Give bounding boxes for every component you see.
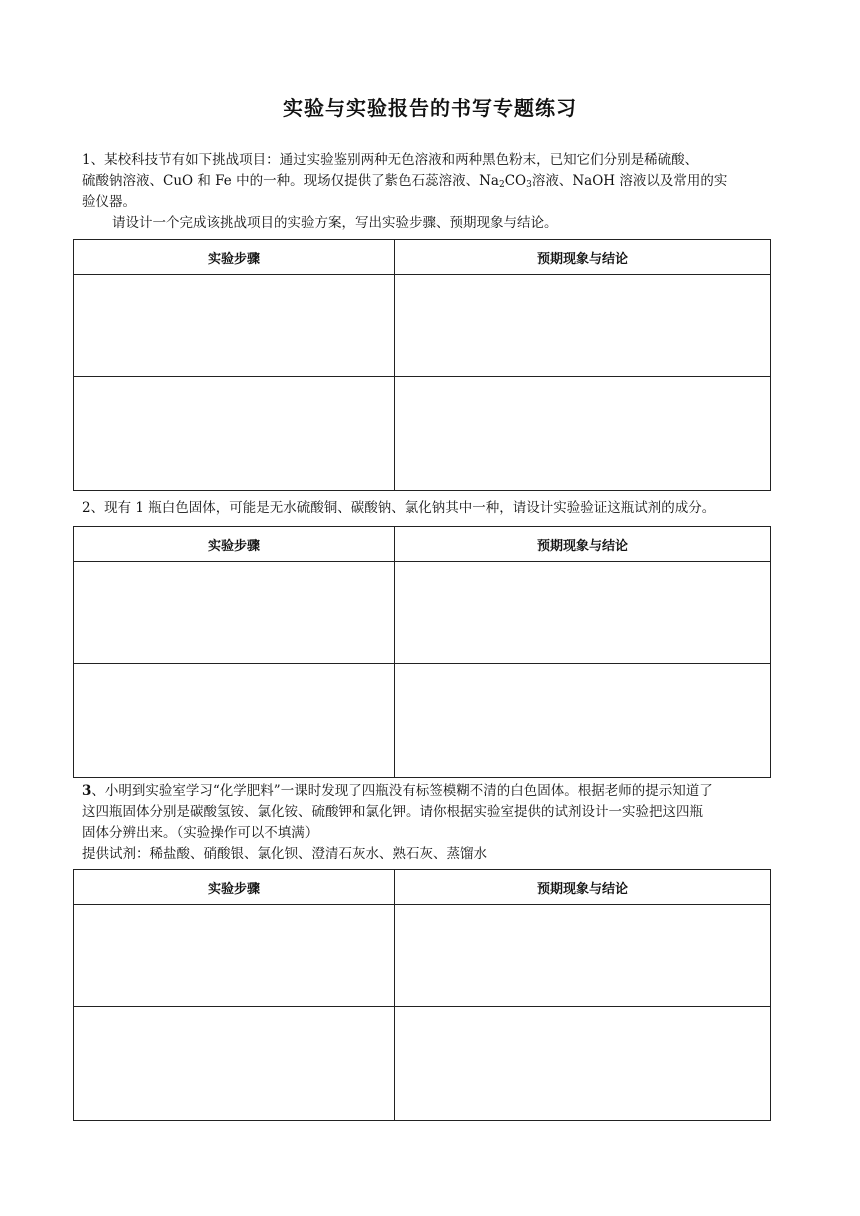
question-1-line-2: 硫酸钠溶液、CuO 和 Fe 中的一种。现场仅提供了紫色石蕊溶液、$Na_2CO_3$溶液、NaOH 溶液以及常用的实: [82, 173, 728, 190]
answer-cell[interactable]: [74, 275, 395, 377]
answer-cell[interactable]: [395, 377, 771, 491]
table-header-row: [74, 240, 771, 275]
table-header-row: [74, 870, 771, 905]
question-2: [82, 498, 802, 519]
answer-cell[interactable]: [74, 664, 395, 778]
answer-cell[interactable]: [74, 562, 395, 664]
table-row: [74, 664, 771, 778]
answer-table-2: [73, 526, 771, 778]
answer-cell[interactable]: [395, 562, 771, 664]
answer-cell[interactable]: [395, 905, 771, 1007]
question-1-line-1: 1、某校科技节有如下挑战项目：通过实验鉴别两种无色溶液和两种黑色粉末，已知它们分别是稀硫酸、: [82, 152, 699, 168]
question-3-line-2: 这四瓶固体分别是碳酸氢铵、氯化铵、硫酸钾和氯化钾。请你根据实验室提供的试剂设计一实验把这四瓶: [82, 804, 703, 820]
question-3: [82, 781, 782, 865]
question-3-line-1: 3、小明到实验室学习“化学肥料”一课时发现了四瓶没有标签模糊不清的白色固体。根据老师的提示知道了: [82, 783, 713, 799]
question-1: [82, 150, 782, 234]
table-row: [74, 275, 771, 377]
header-result: 预期现象与结论: [395, 240, 771, 275]
answer-table-1: [73, 239, 771, 491]
table-row: [74, 377, 771, 491]
question-1-line-3: 验仪器。: [82, 194, 136, 210]
table-row: [74, 562, 771, 664]
question-2-line-1: 2、现有 1 瓶白色固体，可能是无水硫酸铜、碳酸钠、氯化钠其中一种，请设计实验验证这瓶试剂的成分。: [82, 500, 716, 516]
question-3-reagents: 提供试剂：稀盐酸、硝酸银、氯化钡、澄清石灰水、熟石灰、蒸馏水: [82, 846, 487, 862]
question-1-instruction: 请设计一个完成该挑战项目的实验方案，写出实验步骤、预期现象与结论。: [112, 215, 558, 231]
question-3-line-3: 固体分辨出来。（实验操作可以不填满）: [82, 825, 319, 841]
header-result: 预期现象与结论: [395, 870, 771, 905]
answer-table-3: [73, 869, 771, 1121]
header-steps: 实验步骤: [74, 527, 395, 562]
table-row: [74, 1007, 771, 1121]
header-result: 预期现象与结论: [395, 527, 771, 562]
answer-cell[interactable]: [395, 275, 771, 377]
answer-cell[interactable]: [395, 664, 771, 778]
answer-cell[interactable]: [74, 905, 395, 1007]
table-row: [74, 905, 771, 1007]
table-header-row: [74, 527, 771, 562]
header-steps: 实验步骤: [74, 870, 395, 905]
answer-cell[interactable]: [74, 377, 395, 491]
page-title: 实验与实验报告的书写专题练习: [283, 96, 577, 120]
header-steps: 实验步骤: [74, 240, 395, 275]
answer-cell[interactable]: [74, 1007, 395, 1121]
answer-cell[interactable]: [395, 1007, 771, 1121]
